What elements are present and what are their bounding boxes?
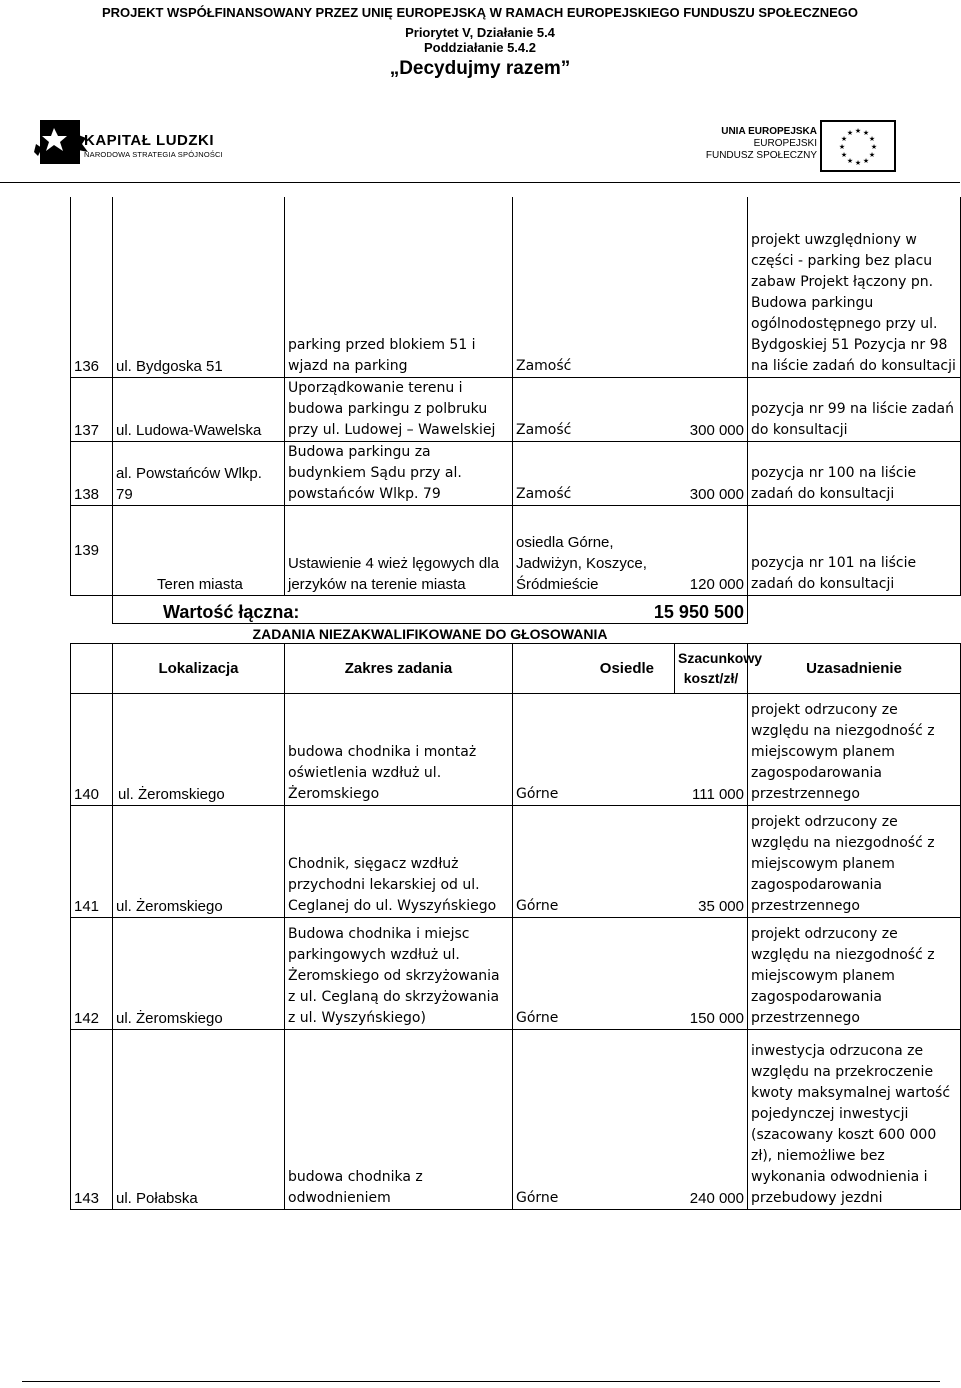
section-spacer-right bbox=[748, 623, 961, 643]
kapital-ludzki-icon bbox=[32, 114, 90, 170]
row-number: 136 bbox=[71, 197, 113, 377]
svg-text:★: ★ bbox=[868, 151, 876, 159]
row-cost: 300 000 bbox=[675, 377, 748, 441]
kapital-ludzki-logo bbox=[22, 112, 252, 172]
row-scope: Uporządkowanie terenu i budowa parkingu z polbruku przy ul. Ludowej – Wawelskiej bbox=[285, 377, 513, 441]
footer-divider bbox=[22, 1381, 940, 1382]
eu-logo bbox=[705, 118, 905, 178]
header-nr-cell bbox=[71, 643, 113, 693]
column-header-location: Lokalizacja bbox=[113, 643, 285, 693]
total-row bbox=[71, 595, 961, 623]
row-justification: projekt odrzucony ze względu na niezgodność z miejscowym planem zagospodarowania przestrzennego bbox=[748, 917, 961, 1029]
svg-text:★: ★ bbox=[840, 151, 848, 159]
section-title: ZADANIA NIEZAKWALIFIKOWANE DO GŁOSOWANIA bbox=[113, 623, 748, 643]
row-location: Teren miasta bbox=[113, 505, 285, 595]
subaction-line: Poddziałanie 5.4.2 bbox=[424, 40, 536, 55]
total-spacer-right bbox=[748, 595, 961, 623]
row-scope: Budowa chodnika i miejsc parkingowych wzdłuż ul. Żeromskiego od skrzyżowania z ul. Ceglaną do skrzyżowania z ul. Wyszyńskiego) bbox=[285, 917, 513, 1029]
row-location: al. Powstańców Wlkp. 79 bbox=[113, 441, 285, 505]
row-location: ul. Żeromskiego bbox=[113, 917, 285, 1029]
row-cost: 300 000 bbox=[675, 441, 748, 505]
row-justification: pozycja nr 99 na liście zadań do konsultacji bbox=[748, 377, 961, 441]
svg-text:★: ★ bbox=[838, 143, 846, 151]
column-header-scope: Zakres zadania bbox=[285, 643, 513, 693]
project-header-line: PROJEKT WSPÓŁFINANSOWANY PRZEZ UNIĘ EUROPEJSKĄ W RAMACH EUROPEJSKIEGO FUNDUSZU SPOŁECZNEGO bbox=[102, 5, 858, 20]
project-name: „Decydujmy razem” bbox=[389, 58, 571, 79]
row-justification: projekt odrzucony ze względu na niezgodność z miejscowym planem zagospodarowania przestrzennego bbox=[748, 693, 961, 805]
row-scope: Chodnik, sięgacz wzdłuż przychodni lekarskiej od ul. Ceglanej do ul. Wyszyńskiego bbox=[285, 805, 513, 917]
column-header-cost: Szacunkowy koszt/zł/ bbox=[675, 643, 748, 693]
total-value: 15 950 500 bbox=[513, 595, 748, 623]
svg-text:★: ★ bbox=[870, 143, 878, 151]
svg-text:★: ★ bbox=[854, 159, 862, 167]
row-number: 142 bbox=[71, 917, 113, 1029]
row-scope: Budowa parkingu za budynkiem Sądu przy al. powstańców Wlkp. 79 bbox=[285, 441, 513, 505]
table-row bbox=[71, 505, 961, 595]
row-cost: 240 000 bbox=[675, 1029, 748, 1209]
svg-text:★: ★ bbox=[854, 127, 862, 135]
table-row bbox=[71, 1029, 961, 1209]
eu-line-1: UNIA EUROPEJSKA bbox=[721, 126, 817, 137]
row-estate: Górne bbox=[513, 1029, 675, 1209]
eu-line-3: FUNDUSZ SPOŁECZNY bbox=[705, 150, 817, 161]
table-row bbox=[71, 693, 961, 805]
row-scope: parking przed blokiem 51 i wjazd na parking bbox=[285, 197, 513, 377]
row-number: 138 bbox=[71, 441, 113, 505]
row-justification: pozycja nr 101 na liście zadań do konsultacji bbox=[748, 505, 961, 595]
table-row bbox=[71, 441, 961, 505]
row-justification: pozycja nr 100 na liście zadań do konsultacji bbox=[748, 441, 961, 505]
row-estate: Zamość bbox=[513, 377, 675, 441]
row-number: 140 bbox=[71, 693, 113, 805]
column-header-estate: Osiedle bbox=[513, 643, 675, 693]
table-row bbox=[71, 197, 961, 377]
row-scope: Ustawienie 4 wież lęgowych dla jerzyków na terenie miasta bbox=[285, 505, 513, 595]
eu-logo-text bbox=[705, 126, 817, 162]
row-number: 141 bbox=[71, 805, 113, 917]
row-estate: osiedla Górne, Jadwiżyn, Koszyce, Śródmieście bbox=[513, 505, 675, 595]
row-number: 137 bbox=[71, 377, 113, 441]
svg-text:★: ★ bbox=[862, 129, 870, 137]
row-estate: Górne bbox=[513, 917, 675, 1029]
total-label: Wartość łączna: bbox=[113, 595, 513, 623]
projects-table bbox=[70, 197, 961, 1210]
row-cost: 35 000 bbox=[675, 805, 748, 917]
priority-line: Priorytet V, Działanie 5.4 bbox=[405, 25, 555, 40]
header-divider bbox=[0, 182, 960, 183]
row-location: ul. Połabska bbox=[113, 1029, 285, 1209]
row-location: ul. Bydgoska 51 bbox=[113, 197, 285, 377]
eu-flag-icon bbox=[820, 120, 896, 172]
row-number: 143 bbox=[71, 1029, 113, 1209]
row-scope: budowa chodnika z odwodnieniem bbox=[285, 1029, 513, 1209]
row-cost: 150 000 bbox=[675, 917, 748, 1029]
svg-text:★: ★ bbox=[846, 129, 854, 137]
svg-text:★: ★ bbox=[840, 135, 848, 143]
table-row bbox=[71, 917, 961, 1029]
row-scope: budowa chodnika i montaż oświetlenia wzdłuż ul. Żeromskiego bbox=[285, 693, 513, 805]
svg-text:★: ★ bbox=[846, 157, 854, 165]
row-cost: 120 000 bbox=[675, 505, 748, 595]
row-estate: Górne bbox=[513, 693, 675, 805]
row-cost bbox=[675, 197, 748, 377]
table-row bbox=[71, 805, 961, 917]
column-header-row bbox=[71, 643, 961, 693]
row-estate: Górne bbox=[513, 805, 675, 917]
section-spacer bbox=[71, 623, 113, 643]
row-location: ul. Żeromskiego bbox=[113, 805, 285, 917]
row-justification: projekt uwzględniony w części - parking bez placu zabaw Projekt łączony pn. Budowa parkingu ogólnodostępnego przy ul. Bydgoskiej 51 Pozycja nr 98 na liście zadań do konsultacji bbox=[748, 197, 961, 377]
kapital-ludzki-subtitle: NARODOWA STRATEGIA SPÓJNOŚCI bbox=[84, 150, 223, 159]
row-justification: inwestycja odrzucona ze względu na przekroczenie kwoty maksymalnej wartość pojedynczej inwestycji (szacowany koszt 600 000 zł), niemożliwe bez wykonania odwodnienia i przebudowy jezdni bbox=[748, 1029, 961, 1209]
row-justification: projekt odrzucony ze względu na niezgodność z miejscowym planem zagospodarowania przestrzennego bbox=[748, 805, 961, 917]
row-estate: Zamość bbox=[513, 197, 675, 377]
eu-line-2: EUROPEJSKI bbox=[753, 138, 817, 149]
table-row bbox=[71, 377, 961, 441]
svg-text:★: ★ bbox=[862, 157, 870, 165]
row-estate: Zamość bbox=[513, 441, 675, 505]
kapital-ludzki-title: KAPITAŁ LUDZKI bbox=[84, 132, 215, 149]
svg-text:★: ★ bbox=[868, 135, 876, 143]
row-number: 139 bbox=[71, 505, 113, 595]
column-header-justification: Uzasadnienie bbox=[748, 643, 961, 693]
total-spacer bbox=[71, 595, 113, 623]
row-location: ul. Ludowa-Wawelska bbox=[113, 377, 285, 441]
row-cost: 111 000 bbox=[675, 693, 748, 805]
section-title-row bbox=[71, 623, 961, 643]
row-location: ul. Żeromskiego bbox=[113, 693, 285, 805]
